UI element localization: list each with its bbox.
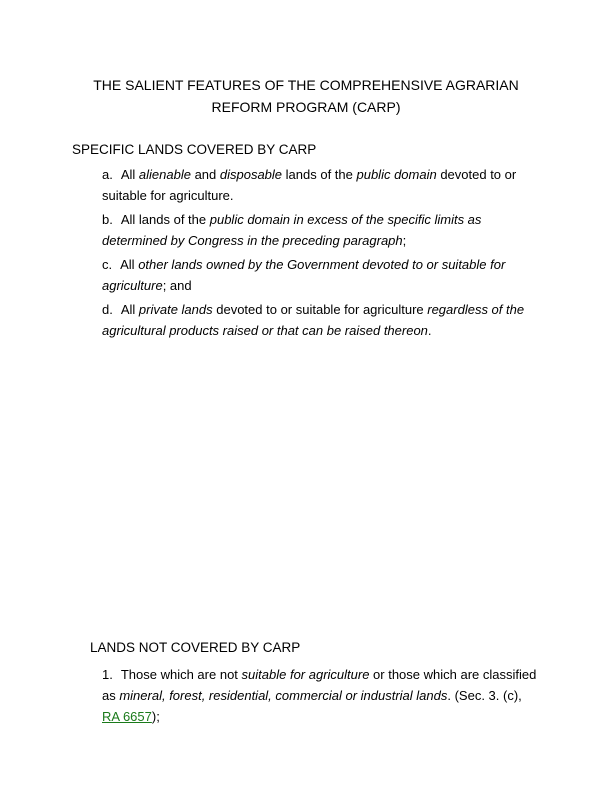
not-covered-item-1: 1. Those which are not suitable for agriculture or those which are classified as mineral, forest, residential, commercial or industrial lands. (Sec. 3. (c), RA 6657); (102, 667, 537, 724)
item-label: c. (102, 257, 113, 272)
covered-heading: SPECIFIC LANDS COVERED BY CARP (72, 142, 317, 157)
not-covered-heading: LANDS NOT COVERED BY CARP (90, 640, 301, 655)
covered-item-d: d. All private lands devoted to or suitable for agriculture regardless of the agricultural products raised or that can be raised thereon. (102, 302, 525, 338)
covered-item-a: a. All alienable and disposable lands of the public domain devoted to or suitable for agriculture. (102, 167, 517, 203)
covered-item-b: b. All lands of the public domain in excess of the specific limits as determined by Congress in the preceding paragraph; (102, 212, 482, 248)
item-label: 1. (102, 667, 113, 682)
document-title (60, 74, 552, 118)
ra-6657-link[interactable]: RA 6657 (102, 709, 152, 724)
item-label: b. (102, 212, 113, 227)
title-line-2: REFORM PROGRAM (CARP) (211, 99, 401, 115)
item-label: d. (102, 302, 113, 317)
covered-item-c: c. All other lands owned by the Government devoted to or suitable for agriculture; and (102, 257, 506, 293)
title-line-1: THE SALIENT FEATURES OF THE COMPREHENSIVE AGRARIAN (93, 77, 519, 93)
item-label: a. (102, 167, 113, 182)
